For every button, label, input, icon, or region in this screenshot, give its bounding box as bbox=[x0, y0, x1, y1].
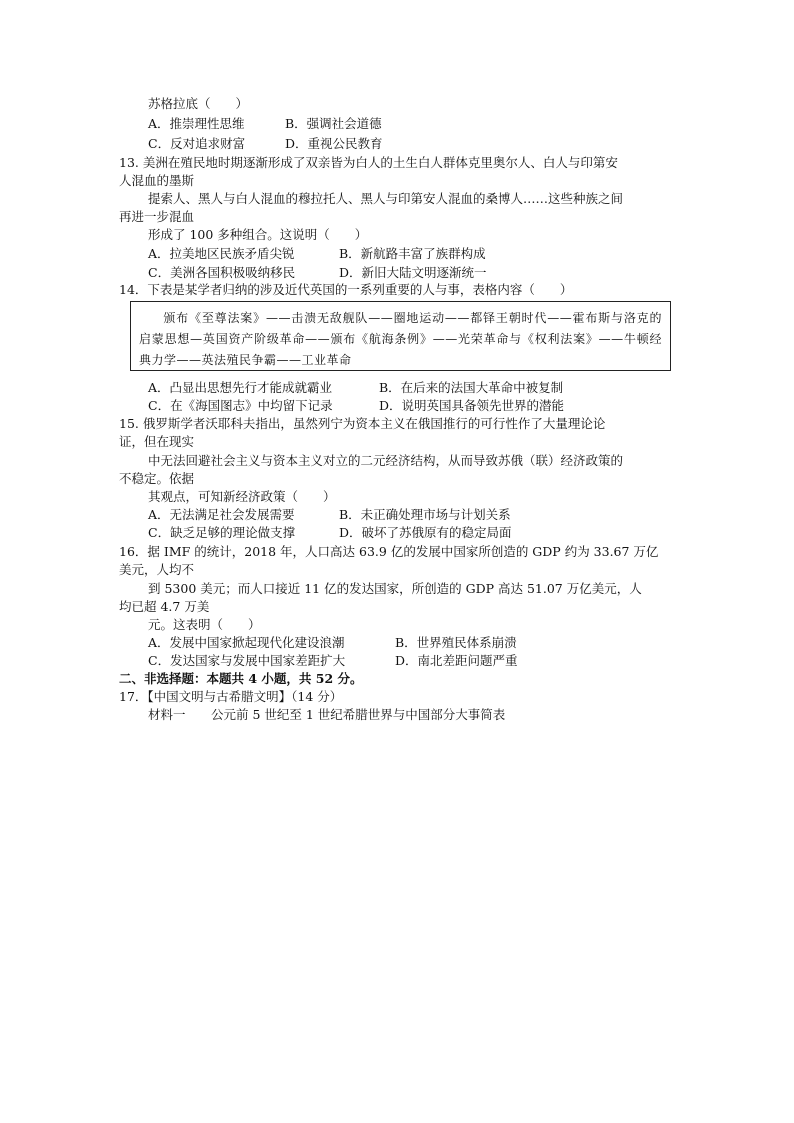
q15-stem-line1: 15. 俄罗斯学者沃耶科夫指出，虽然列宁为资本主义在俄国推行的可行性作了大量理论论 bbox=[119, 416, 606, 431]
q14-table-text: 颁布《至尊法案》——击溃无敌舰队——圈地运动——都铎王朝时代——霍布斯与洛克的启蒙思想—英国资产阶级革命——颁布《航海条例》——光荣革命与《权利法案》——牛顿经典力学——英法殖民争霸——工业革命 bbox=[139, 311, 662, 367]
q13-option-d[interactable]: D．新旧大陆文明逐渐统一 bbox=[339, 265, 487, 280]
q16-option-c[interactable]: C．发达国家与发展中国家差距扩大 bbox=[148, 653, 346, 668]
q14-option-c[interactable]: C．在《海国图志》中均留下记录 bbox=[148, 398, 333, 413]
q14-stem: 14．下表是某学者归纳的涉及近代英国的一系列重要的人与事，表格内容（ ） bbox=[119, 282, 573, 297]
q12-option-a[interactable]: A．推崇理性思维 bbox=[148, 116, 245, 131]
q15-option-c[interactable]: C．缺乏足够的理论做支撑 bbox=[148, 525, 296, 540]
q15-stem-line4: 不稳定。依据 bbox=[119, 471, 195, 486]
q17-material-1-label: 材料一 bbox=[148, 707, 186, 722]
q15-stem-line5: 其观点，可知新经济政策（ ） bbox=[148, 489, 336, 504]
q17-material-1-text: 公元前 5 世纪至 1 世纪希腊世界与中国部分大事简表 bbox=[211, 707, 506, 722]
q15-stem-line3: 中无法回避社会主义与资本主义对立的二元经济结构，从而导致苏俄（联）经济政策的 bbox=[148, 453, 624, 468]
q14-option-d[interactable]: D．说明英国具备领先世界的潜能 bbox=[379, 398, 565, 413]
q13-stem-line2: 人混血的墨斯 bbox=[119, 173, 195, 188]
q13-option-a[interactable]: A．拉美地区民族矛盾尖锐 bbox=[148, 246, 295, 261]
q17-title: 17．【中国文明与古希腊文明】（14 分） bbox=[119, 689, 343, 704]
q13-stem-line1: 13. 美洲在殖民地时期逐渐形成了双亲皆为白人的土生白人群体克里奥尔人、白人与印第安 bbox=[119, 155, 618, 170]
q14-option-b[interactable]: B．在后来的法国大革命中被复制 bbox=[379, 380, 564, 395]
q14-option-a[interactable]: A．凸显出思想先行才能成就霸业 bbox=[148, 380, 333, 395]
q15-option-a[interactable]: A．无法满足社会发展需要 bbox=[148, 507, 295, 522]
q12-option-c[interactable]: C．反对追求财富 bbox=[148, 136, 246, 151]
q16-stem-line2: 美元，人均不 bbox=[119, 562, 195, 577]
q15-option-d[interactable]: D．破坏了苏俄原有的稳定局面 bbox=[339, 525, 512, 540]
q16-stem-line3: 到 5300 美元；而人口接近 11 亿的发达国家，所创造的 GDP 高达 51.07 万亿美元，人 bbox=[148, 581, 642, 596]
q12-stem-tail: 苏格拉底（ ） bbox=[148, 96, 249, 111]
q15-option-b[interactable]: B．未正确处理市场与计划关系 bbox=[339, 507, 511, 522]
q12-option-b[interactable]: B．强调社会道德 bbox=[285, 116, 382, 131]
q13-stem-line4: 再进一步混血 bbox=[119, 209, 195, 224]
q13-option-b[interactable]: B．新航路丰富了族群构成 bbox=[339, 246, 486, 261]
q13-option-c[interactable]: C．美洲各国积极吸纳移民 bbox=[148, 265, 296, 280]
q16-stem-line5: 元。这表明（ ） bbox=[148, 617, 261, 632]
q15-stem-line2: 证，但在现实 bbox=[119, 434, 195, 449]
q13-stem-line5: 形成了 100 多种组合。这说明（ ） bbox=[148, 227, 368, 242]
q16-option-d[interactable]: D．南北差距问题严重 bbox=[395, 653, 518, 668]
section2-heading: 二、非选择题：本题共 4 小题，共 52 分。 bbox=[119, 671, 363, 686]
q16-option-a[interactable]: A．发展中国家掀起现代化建设浪潮 bbox=[148, 635, 345, 650]
q12-option-d[interactable]: D．重视公民教育 bbox=[285, 136, 383, 151]
q13-stem-line3: 提索人、黑人与白人混血的穆拉托人、黑人与印第安人混血的桑博人……这些种族之间 bbox=[148, 191, 624, 206]
q16-stem-line4: 均已超 4.7 万美 bbox=[119, 599, 210, 614]
q14-table-box bbox=[130, 301, 671, 371]
q16-option-b[interactable]: B．世界殖民体系崩溃 bbox=[395, 635, 517, 650]
q16-stem-line1: 16．据 IMF 的统计，2018 年，人口高达 63.9 亿的发展中国家所创造的 GDP 约为 33.67 万亿 bbox=[119, 544, 659, 559]
